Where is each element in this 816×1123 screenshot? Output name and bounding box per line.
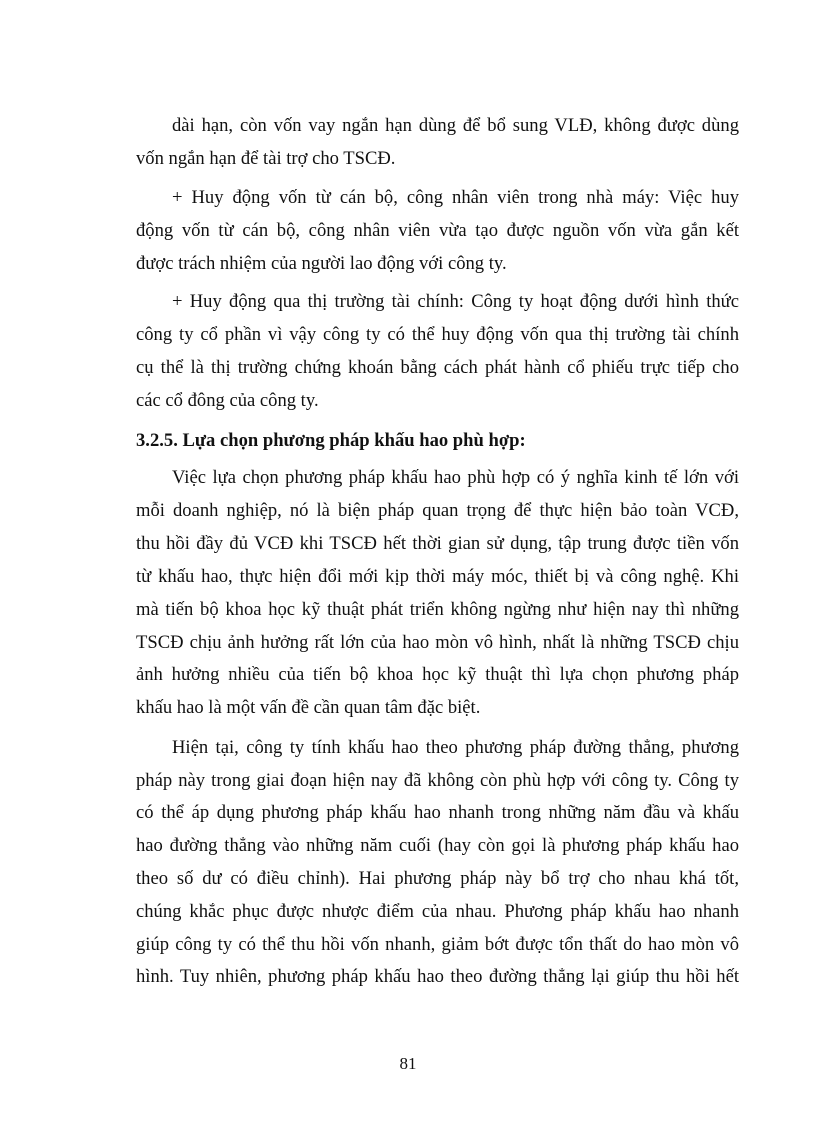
paragraph-line: Việc lựa chọn phương pháp khấu hao phù hợp có ý nghĩa kinh tế lớn với [172, 467, 739, 488]
paragraph-line: vốn ngắn hạn để tài trợ cho TSCĐ. [136, 148, 396, 169]
paragraph-line: khấu hao là một vấn đề cần quan tâm đặc biệt. [136, 697, 481, 718]
paragraph-line: theo số dư có điều chỉnh). Hai phương pháp này bổ trợ cho nhau khá tốt, [136, 868, 739, 889]
paragraph-line: thu hồi đầy đủ VCĐ khi TSCĐ hết thời gian sử dụng, tập trung được tiền vốn [136, 533, 739, 554]
paragraph-line: Hiện tại, công ty tính khấu hao theo phương pháp đường thẳng, phương [172, 737, 739, 758]
paragraph-line: mỗi doanh nghiệp, nó là biện pháp quan trọng để thực hiện bảo toàn VCĐ, [136, 500, 739, 521]
paragraph-line: TSCĐ chịu ảnh hưởng rất lớn của hao mòn vô hình, nhất là những TSCĐ chịu [136, 632, 739, 653]
page-number: 81 [399, 1054, 417, 1073]
paragraph-line: giúp công ty có thể thu hồi vốn nhanh, giảm bớt được tổn thất do hao mòn vô [136, 934, 739, 955]
paragraph-line: cụ thể là thị trường chứng khoán bằng cách phát hành cổ phiếu trực tiếp cho [136, 357, 739, 378]
paragraph-line: + Huy động qua thị trường tài chính: Công ty hoạt động dưới hình thức [172, 291, 739, 312]
paragraph-line: chúng khắc phục được nhược điểm của nhau. Phương pháp khấu hao nhanh [136, 901, 739, 922]
paragraph-line: từ khấu hao, thực hiện đổi mới kịp thời máy móc, thiết bị và công nghệ. Khi [136, 566, 739, 587]
paragraph-line: các cổ đông của công ty. [136, 390, 319, 411]
section-heading: 3.2.5. Lựa chọn phương pháp khấu hao phù hợp: [136, 430, 526, 451]
paragraph-line: pháp này trong giai đoạn hiện nay đã không còn phù hợp với công ty. Công ty [136, 770, 739, 791]
paragraph-line: ảnh hưởng nhiều của tiến bộ khoa học kỹ thuật thì lựa chọn phương pháp [136, 664, 739, 685]
paragraph-line: mà tiến bộ khoa học kỹ thuật phát triển không ngừng như hiện nay thì những [136, 599, 739, 620]
paragraph-line: hao đường thẳng vào những năm cuối (hay còn gọi là phương pháp khấu hao [136, 835, 739, 856]
paragraph-line: hình. Tuy nhiên, phương pháp khấu hao theo đường thẳng lại giúp thu hồi hết [136, 966, 739, 987]
paragraph-line: được trách nhiệm của người lao động với công ty. [136, 253, 507, 274]
paragraph-line: có thể áp dụng phương pháp khấu hao nhanh trong những năm đầu và khấu [136, 802, 739, 823]
paragraph-line: động vốn từ cán bộ, công nhân viên vừa tạo được nguồn vốn vừa gắn kết [136, 220, 739, 241]
paragraph-line: + Huy động vốn từ cán bộ, công nhân viên trong nhà máy: Việc huy [172, 187, 739, 208]
paragraph-line: công ty cổ phần vì vậy công ty có thể huy động vốn qua thị trường tài chính [136, 324, 739, 345]
paragraph-line: dài hạn, còn vốn vay ngắn hạn dùng để bổ sung VLĐ, không được dùng [172, 115, 739, 136]
